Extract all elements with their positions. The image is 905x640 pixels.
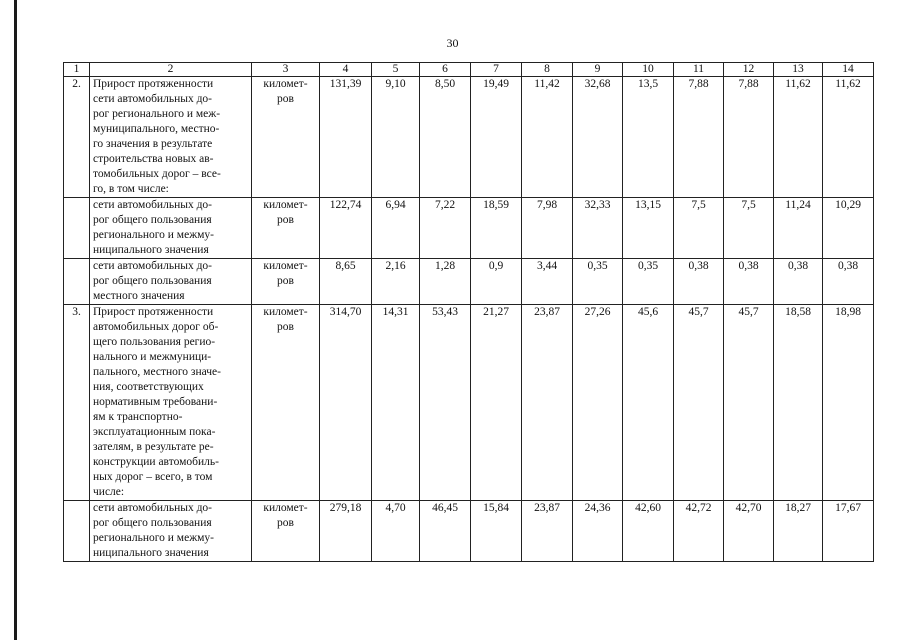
header-cell: 9 [573, 63, 623, 77]
table-row [64, 501, 874, 562]
value-cell: 45,7 [724, 305, 774, 501]
value-cell: 131,39 [320, 77, 372, 198]
value-cell: 15,84 [471, 501, 522, 562]
value-cell: 18,58 [774, 305, 823, 501]
value-cell: 0,38 [724, 259, 774, 305]
value-cell: 45,7 [674, 305, 724, 501]
value-cell: 24,36 [573, 501, 623, 562]
header-cell: 11 [674, 63, 724, 77]
unit-line: ров [277, 321, 294, 333]
value-cell: 4,70 [372, 501, 420, 562]
indicator-name-line: рог общего пользования [93, 214, 212, 226]
value-cell: 42,70 [724, 501, 774, 562]
value-cell: 0,38 [674, 259, 724, 305]
indicator-name-line: щего пользования регио- [93, 336, 216, 348]
value-cell: 23,87 [522, 501, 573, 562]
value-cell: 7,88 [674, 77, 724, 198]
indicator-name-line: сети автомобильных до- [93, 502, 213, 514]
indicator-name-line: автомобильных дорог об- [93, 321, 219, 333]
value-cell: 18,27 [774, 501, 823, 562]
value-cell: 42,72 [674, 501, 724, 562]
row-number-cell [64, 198, 90, 259]
unit-line: километ- [263, 260, 308, 272]
value-cell: 1,28 [420, 259, 471, 305]
unit-line: километ- [263, 78, 308, 90]
value-cell: 23,87 [522, 305, 573, 501]
indicator-name-cell [90, 259, 252, 305]
value-cell: 32,33 [573, 198, 623, 259]
unit-line: ров [277, 93, 294, 105]
value-cell: 42,60 [623, 501, 674, 562]
indicator-name-line: числе: [93, 486, 125, 498]
row-number-cell: 2. [64, 77, 90, 198]
header-cell: 13 [774, 63, 823, 77]
indicator-name-line: Прирост протяженности [93, 306, 214, 318]
indicator-name-line: конструкции автомобиль- [93, 456, 219, 468]
value-cell: 11,24 [774, 198, 823, 259]
value-cell: 7,5 [674, 198, 724, 259]
indicator-name-line: Прирост протяженности [93, 78, 214, 90]
indicator-name-line: регионального и межму- [93, 229, 214, 241]
value-cell: 8,65 [320, 259, 372, 305]
indicator-name-line: ям к транспортно- [93, 411, 183, 423]
indicator-name-line: муниципального, местно- [93, 123, 220, 135]
indicator-name-cell [90, 77, 252, 198]
value-cell: 7,22 [420, 198, 471, 259]
value-cell: 18,59 [471, 198, 522, 259]
value-cell: 32,68 [573, 77, 623, 198]
unit-line: ров [277, 275, 294, 287]
page-number: 30 [446, 36, 459, 50]
header-cell: 1 [64, 63, 90, 77]
value-cell: 11,42 [522, 77, 573, 198]
unit-line: километ- [263, 306, 308, 318]
indicator-name-line: нормативным требовани- [93, 396, 218, 408]
indicator-name-line: регионального и межму- [93, 532, 214, 544]
header-cell: 3 [252, 63, 320, 77]
indicator-name-line: эксплуатационным пока- [93, 426, 216, 438]
value-cell: 7,98 [522, 198, 573, 259]
indicator-name-line: ниципального значения [93, 547, 209, 559]
value-cell: 11,62 [823, 77, 874, 198]
indicators-table [63, 62, 874, 562]
header-cell: 4 [320, 63, 372, 77]
value-cell: 314,70 [320, 305, 372, 501]
indicator-name-line: строительства новых ав- [93, 153, 214, 165]
row-number-cell: 3. [64, 305, 90, 501]
indicator-name-cell [90, 198, 252, 259]
table-row [64, 305, 874, 501]
value-cell: 279,18 [320, 501, 372, 562]
indicator-name-line: го значения в результате [93, 138, 213, 150]
indicator-name-line: го, в том числе: [93, 183, 169, 195]
indicator-name-line: сети автомобильных до- [93, 260, 213, 272]
unit-line: ров [277, 214, 294, 226]
unit-cell [252, 198, 320, 259]
value-cell: 0,35 [573, 259, 623, 305]
indicator-name-line: нального и межмуници- [93, 351, 212, 363]
value-cell: 0,38 [823, 259, 874, 305]
unit-cell [252, 259, 320, 305]
value-cell: 46,45 [420, 501, 471, 562]
header-cell: 2 [90, 63, 252, 77]
value-cell: 7,5 [724, 198, 774, 259]
indicator-name-line: сети автомобильных до- [93, 199, 213, 211]
table-row [64, 77, 874, 198]
value-cell: 45,6 [623, 305, 674, 501]
unit-line: ров [277, 517, 294, 529]
unit-cell [252, 501, 320, 562]
value-cell: 27,26 [573, 305, 623, 501]
value-cell: 2,16 [372, 259, 420, 305]
value-cell: 13,5 [623, 77, 674, 198]
unit-cell [252, 77, 320, 198]
header-cell: 7 [471, 63, 522, 77]
value-cell: 14,31 [372, 305, 420, 501]
row-number-cell [64, 501, 90, 562]
value-cell: 11,62 [774, 77, 823, 198]
header-cell: 6 [420, 63, 471, 77]
indicator-name-line: рог регионального и меж- [93, 108, 221, 120]
header-cell: 12 [724, 63, 774, 77]
indicator-name-line: томобильных дорог – все- [93, 168, 221, 180]
header-cell: 8 [522, 63, 573, 77]
unit-line: километ- [263, 502, 308, 514]
value-cell: 17,67 [823, 501, 874, 562]
value-cell: 21,27 [471, 305, 522, 501]
value-cell: 19,49 [471, 77, 522, 198]
value-cell: 6,94 [372, 198, 420, 259]
indicator-name-line: местного значения [93, 290, 185, 302]
table-row [64, 259, 874, 305]
indicator-name-cell [90, 305, 252, 501]
value-cell: 122,74 [320, 198, 372, 259]
unit-line: километ- [263, 199, 308, 211]
header-cell: 5 [372, 63, 420, 77]
value-cell: 8,50 [420, 77, 471, 198]
value-cell: 3,44 [522, 259, 573, 305]
table-row [64, 198, 874, 259]
indicator-name-line: рог общего пользования [93, 275, 212, 287]
indicator-name-line: ния, соответствующих [93, 381, 204, 393]
header-row [64, 63, 874, 77]
indicator-name-line: пального, местного значе- [93, 366, 221, 378]
value-cell: 9,10 [372, 77, 420, 198]
value-cell: 0,35 [623, 259, 674, 305]
row-number-cell [64, 259, 90, 305]
value-cell: 18,98 [823, 305, 874, 501]
value-cell: 53,43 [420, 305, 471, 501]
indicator-name-line: ных дорог – всего, в том [93, 471, 213, 483]
unit-cell [252, 305, 320, 501]
page-edge-bar [14, 0, 17, 640]
value-cell: 10,29 [823, 198, 874, 259]
indicator-name-cell [90, 501, 252, 562]
indicator-name-line: ниципального значения [93, 244, 209, 256]
value-cell: 0,9 [471, 259, 522, 305]
value-cell: 0,38 [774, 259, 823, 305]
value-cell: 13,15 [623, 198, 674, 259]
header-cell: 10 [623, 63, 674, 77]
header-cell: 14 [823, 63, 874, 77]
indicator-name-line: рог общего пользования [93, 517, 212, 529]
indicator-name-line: сети автомобильных до- [93, 93, 213, 105]
indicator-name-line: зателям, в результате ре- [93, 441, 214, 453]
value-cell: 7,88 [724, 77, 774, 198]
